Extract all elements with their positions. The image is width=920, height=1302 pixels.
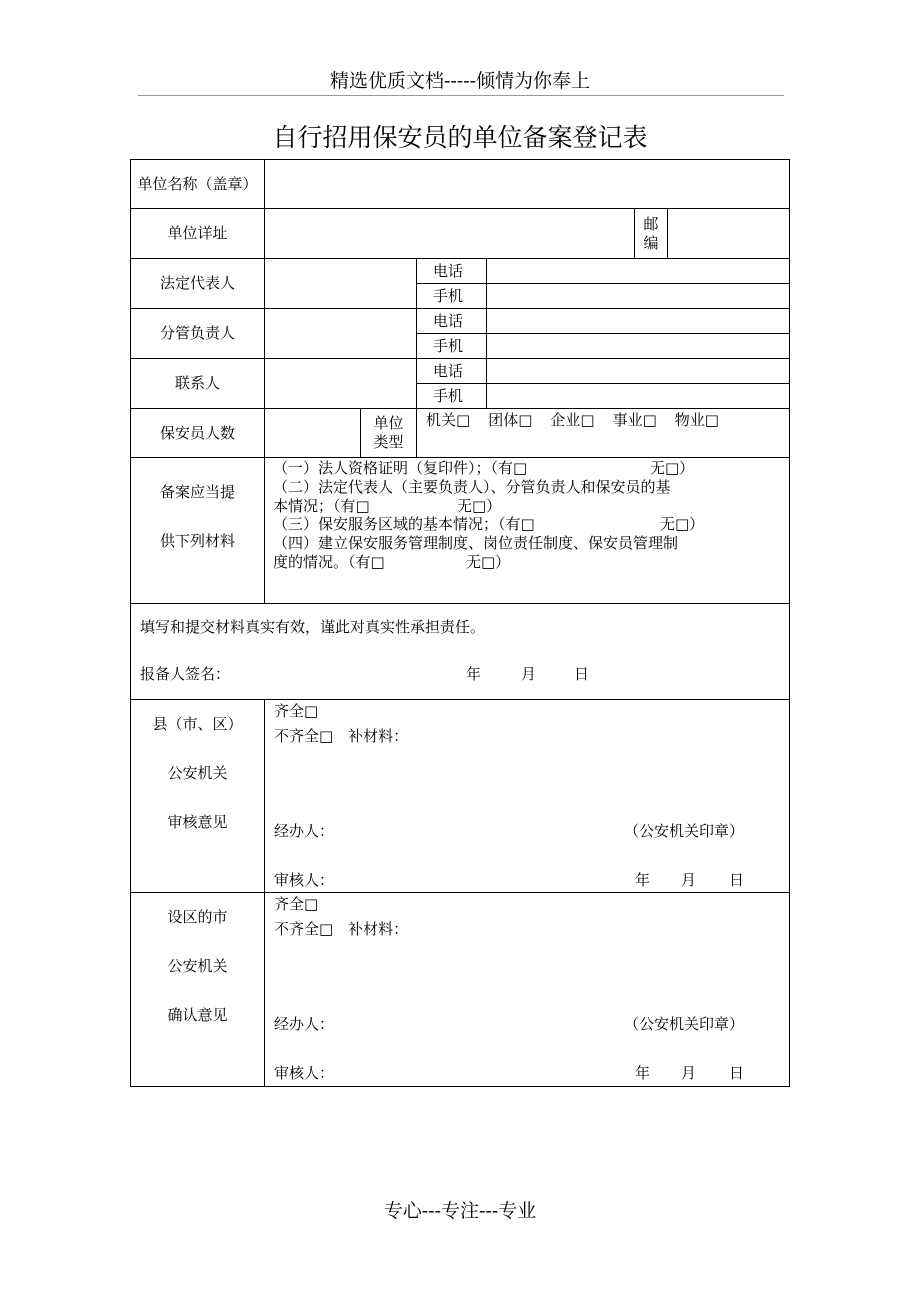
county-review-cell — [265, 700, 790, 893]
declaration-year: 年 — [466, 665, 482, 683]
legal-rep-mobile-label: 手机 — [417, 284, 487, 309]
page-footer: 专心---专注---专业 — [383, 1200, 537, 1222]
unit-type-option[interactable]: 机关□ — [426, 411, 471, 429]
guard-count-field[interactable] — [265, 409, 361, 458]
declaration-text: 填写和提交材料真实有效，谨此对真实性承担责任。 — [140, 618, 486, 636]
guard-count-label: 保安员人数 — [131, 409, 265, 458]
header-divider — [138, 95, 784, 96]
contact-field[interactable] — [265, 359, 417, 409]
manager-phone-field[interactable] — [487, 309, 790, 334]
manager-label: 分管负责人 — [131, 309, 265, 359]
city-review-cell — [265, 893, 790, 1087]
city-reviewer-label: 审核人： — [274, 1064, 335, 1082]
material-item-2b: 本情况；（有□ 无□） — [273, 496, 502, 515]
unit-type-option[interactable]: 企业□ — [550, 411, 595, 429]
legal-rep-phone-label: 电话 — [417, 259, 487, 284]
city-year: 年 — [635, 1064, 651, 1082]
unit-address-field[interactable] — [265, 209, 635, 259]
unit-type-option[interactable]: 物业□ — [674, 411, 719, 429]
city-seal-label: （公安机关印章） — [624, 1015, 745, 1033]
manager-mobile-field[interactable] — [487, 334, 790, 359]
unit-name-label: 单位名称（盖章） — [131, 160, 265, 209]
city-month: 月 — [681, 1064, 697, 1082]
unit-address-label: 单位详址 — [131, 209, 265, 259]
unit-type-options — [417, 409, 790, 458]
city-incomplete-checkbox[interactable]: 不齐全□ 补材料： — [274, 920, 409, 938]
form-title: 自行招用保安员的单位备案登记表 — [272, 123, 648, 152]
contact-mobile-label: 手机 — [417, 384, 487, 409]
material-item-4b: 度的情况。（有□ 无□） — [273, 552, 511, 571]
county-handler-label: 经办人： — [274, 822, 335, 840]
legal-rep-label: 法定代表人 — [131, 259, 265, 309]
signer-label: 报备人签名： — [140, 665, 231, 683]
manager-field[interactable] — [265, 309, 417, 359]
city-handler-label: 经办人： — [274, 1015, 335, 1033]
declaration-cell — [131, 604, 790, 700]
unit-type-option[interactable]: 团体□ — [488, 411, 533, 429]
material-item-2a: （二）法定代表人（主要负责人）、分管负责人和保安员的基 — [273, 477, 671, 496]
materials-list — [265, 458, 790, 604]
legal-rep-phone-field[interactable] — [487, 259, 790, 284]
registration-form-table — [130, 159, 790, 1087]
county-review-label: 县（市、区） 公安机关 审核意见 — [131, 700, 265, 893]
material-item-1: （一）法人资格证明（复印件）；（有□ 无□） — [273, 459, 695, 477]
contact-phone-field[interactable] — [487, 359, 790, 384]
county-year: 年 — [635, 871, 651, 889]
page-header: 精选优质文档-----倾情为你奉上 — [329, 70, 591, 92]
county-month: 月 — [681, 871, 697, 889]
contact-label: 联系人 — [131, 359, 265, 409]
legal-rep-mobile-field[interactable] — [487, 284, 790, 309]
postcode-label: 邮编 — [635, 209, 668, 259]
county-complete-checkbox[interactable]: 齐全□ — [274, 702, 319, 720]
manager-phone-label: 电话 — [417, 309, 487, 334]
declaration-day: 日 — [574, 665, 590, 683]
unit-name-field[interactable] — [265, 160, 790, 209]
unit-type-label: 单位类型 — [361, 409, 417, 458]
contact-mobile-field[interactable] — [487, 384, 790, 409]
material-item-4a: （四）建立保安服务管理制度、岗位责任制度、保安员管理制 — [273, 534, 679, 552]
county-incomplete-checkbox[interactable]: 不齐全□ 补材料： — [274, 727, 409, 745]
city-complete-checkbox[interactable]: 齐全□ — [274, 895, 319, 913]
materials-label: 备案应当提 供下列材料 — [131, 458, 265, 604]
city-day: 日 — [729, 1064, 745, 1082]
material-item-3: （三）保安服务区域的基本情况；（有□ 无□） — [273, 515, 705, 534]
unit-type-option[interactable]: 事业□ — [612, 411, 657, 429]
county-day: 日 — [729, 871, 745, 889]
declaration-month: 月 — [521, 665, 537, 683]
postcode-field[interactable] — [668, 209, 790, 259]
legal-rep-field[interactable] — [265, 259, 417, 309]
county-reviewer-label: 审核人： — [274, 871, 335, 889]
manager-mobile-label: 手机 — [417, 334, 487, 359]
city-review-label: 设区的市 公安机关 确认意见 — [131, 893, 265, 1087]
contact-phone-label: 电话 — [417, 359, 487, 384]
county-seal-label: （公安机关印章） — [624, 822, 745, 840]
